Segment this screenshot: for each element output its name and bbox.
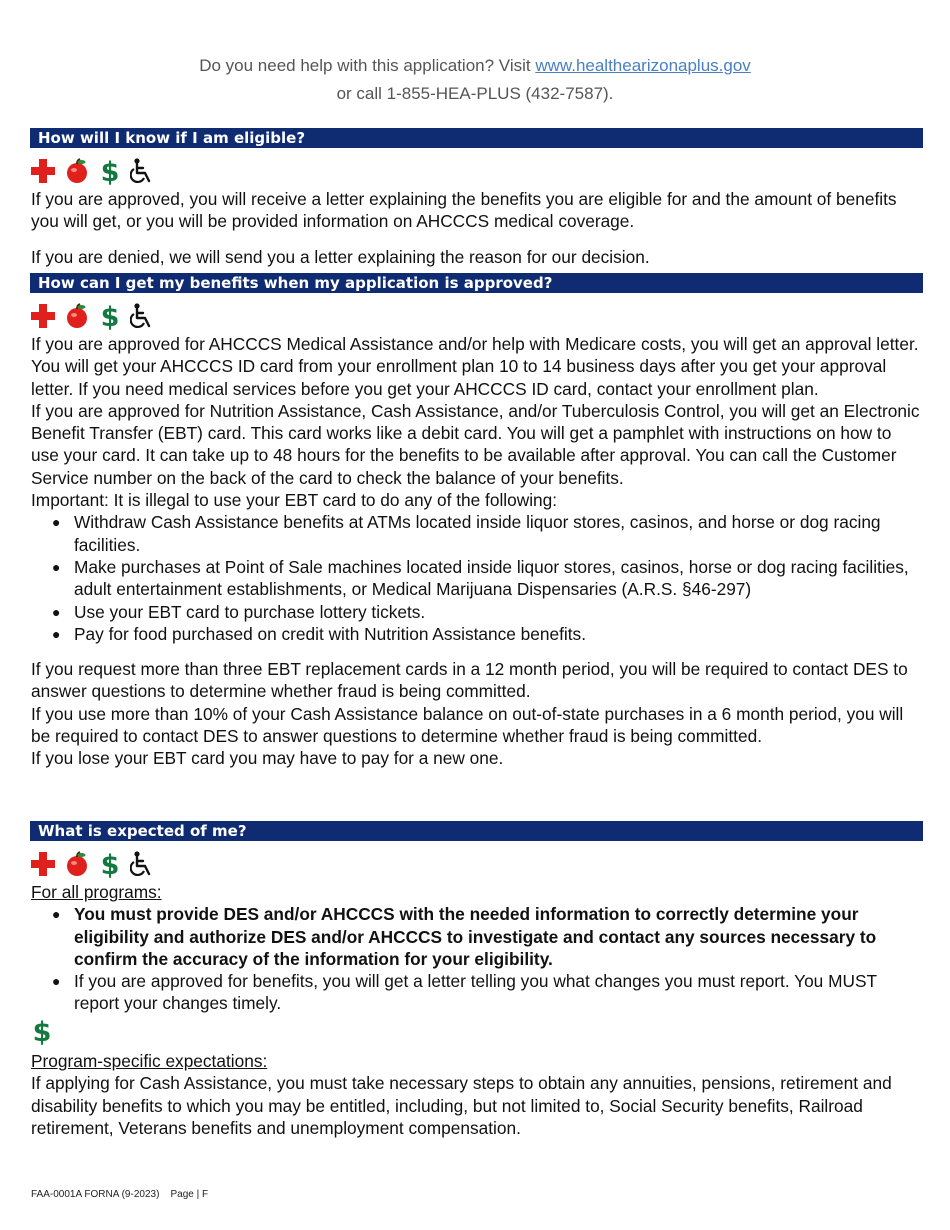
dollar-icon — [31, 1017, 53, 1045]
section-2-body — [31, 333, 921, 770]
help-header — [0, 52, 950, 108]
program-icons-1 — [31, 156, 163, 186]
cash-assistance-text: If applying for Cash Assistance, you must take necessary steps to obtain any annuities, pensions, retirement and disability benefits to which you may be entitled, including, but not limited to, Social Security benefits, Railroad retirement, Veterans benefits and unemployment compensation. — [31, 1073, 892, 1138]
section-1-body — [31, 188, 921, 268]
expectations-list — [31, 903, 921, 1014]
program-icons-2 — [31, 301, 163, 331]
section-heading-expected: What is expected of me? — [30, 821, 923, 841]
out-of-state-text: If you use more than 10% of your Cash Assistance balance on out-of-state purchases in a 6 month period, you will be required to contact DES to answer questions to determine whether fraud is being committed. — [31, 703, 904, 747]
lost-card-text: If you lose your EBT card you may have to pay for a new one. — [31, 748, 504, 769]
ahcccs-approval-text: If you are approved for AHCCCS Medical Assistance and/or help with Medicare costs, you will get an approval letter. You will get your AHCCCS ID card from your enrollment plan 10 to 14 business days after you get your approval letter. If you need medical services before you get your AHCCCS ID card, contact your enrollment plan. — [31, 334, 919, 399]
wheelchair-icon — [130, 303, 154, 329]
ebt-prohibited-list — [31, 511, 921, 645]
section-heading-eligible: How will I know if I am eligible? — [30, 128, 923, 148]
program-icons-4 — [31, 1016, 62, 1046]
replacement-cards-text: If you request more than three EBT replacement cards in a 12 month period, you will be required to contact DES to answer questions to determine whether fraud is being committed. — [31, 659, 908, 702]
program-specific-body — [31, 1050, 921, 1139]
program-icons-3 — [31, 849, 163, 879]
svg-text:$: $ — [100, 157, 120, 185]
list-item: ● Pay for food purchased on credit with Nutrition Assistance benefits. — [31, 623, 921, 645]
list-item: ● You must provide DES and/or AHCCCS with the needed information to correctly determine your eligibility and authorize DES and/or AHCCCS to investigate and contact any sources necessary to confirm the accuracy of the information for your eligibility. — [31, 903, 921, 970]
help-prefix: Do you need help with this application? Visit — [199, 56, 536, 75]
apple-icon — [64, 158, 90, 184]
list-item: ● Use your EBT card to purchase lottery tickets. — [31, 601, 921, 623]
form-footer: FAA-0001A FORNA (9-2023) Page | F — [31, 1189, 209, 1200]
section-3-body — [31, 881, 921, 1015]
help-line-2: or call 1-855-HEA-PLUS (432-7587). — [336, 84, 614, 103]
svg-text:$: $ — [100, 302, 120, 330]
wheelchair-icon — [130, 851, 154, 877]
apple-icon — [64, 851, 90, 877]
medical-cross-icon — [31, 159, 55, 183]
help-line-1 — [0, 52, 950, 80]
medical-cross-icon — [31, 852, 55, 876]
medical-cross-icon — [31, 304, 55, 328]
wheelchair-icon — [130, 158, 154, 184]
eligible-approved-text: If you are approved, you will receive a letter explaining the benefits you are eligible for and the amount of benefits you will get, or you will be provided information on AHCCCS medical coverage. — [31, 189, 897, 232]
list-item: ● Withdraw Cash Assistance benefits at ATMs located inside liquor stores, casinos, and horse or dog racing facilities. — [31, 511, 921, 556]
eligible-denied-text: If you are denied, we will send you a letter explaining the reason for our decision. — [31, 246, 650, 267]
ebt-card-text: If you are approved for Nutrition Assistance, Cash Assistance, and/or Tuberculosis Control, you will get an Electronic Benefit Transfer (EBT) card. This card works like a debit card. You will get a pamphlet with instructions on how to use your card. It can take up to 48 hours for the benefits to be available after approval. You can call the Customer Service number on the back of the card to check the balance of your benefits. — [31, 400, 920, 488]
website-link[interactable]: www.healthearizonaplus.gov — [535, 56, 751, 75]
list-item: ● Make purchases at Point of Sale machines located inside liquor stores, casinos, horse or dog racing facilities, adult entertainment establishments, or Medical Marijuana Dispensaries (A.R.S. §46-297) — [31, 556, 921, 601]
important-text: Important: It is illegal to use your EBT card to do any of the following: — [31, 490, 558, 511]
dollar-icon — [99, 850, 121, 878]
all-programs-label: For all programs: — [31, 882, 162, 902]
list-item: ● If you are approved for benefits, you will get a letter telling you what changes you must report. You MUST report your changes timely. — [31, 970, 921, 1015]
section-heading-benefits: How can I get my benefits when my application is approved? — [30, 273, 923, 293]
apple-icon — [64, 303, 90, 329]
svg-text:$: $ — [32, 1017, 52, 1045]
dollar-icon — [99, 302, 121, 330]
svg-text:$: $ — [100, 850, 120, 878]
program-specific-label: Program-specific expectations: — [31, 1051, 268, 1071]
dollar-icon — [99, 157, 121, 185]
